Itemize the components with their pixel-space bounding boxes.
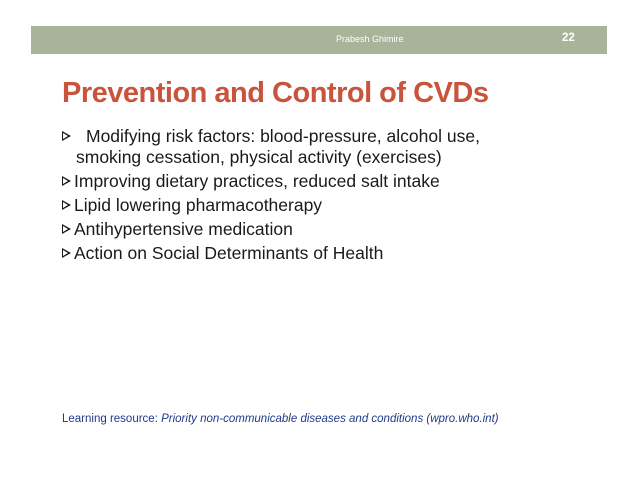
arrow-bullet-icon [62,248,71,258]
slide-number: 22 [562,32,575,44]
learning-resource [62,413,499,425]
slide-title: Prevention and Control of CVDs [62,77,489,109]
bullet-text: Modifying risk factors: blood-pressure, alcohol use, [86,126,480,146]
arrow-bullet-icon [62,176,71,186]
bullet-text: Antihypertensive medication [74,219,293,239]
bullet-text: Action on Social Determinants of Health [74,243,384,263]
resource-link[interactable]: Priority non-communicable diseases and conditions (wpro.who.int) [161,413,499,425]
arrow-bullet-icon [62,131,71,141]
bullet-item [62,195,582,216]
bullet-item [62,219,582,240]
header-band [31,26,607,54]
bullet-text: Improving dietary practices, reduced salt intake [74,171,440,191]
bullet-item [62,126,582,168]
arrow-bullet-icon [62,200,71,210]
bullet-continuation: smoking cessation, physical activity (exercises) [76,147,442,167]
presenter-name: Prabesh Ghimire [336,34,404,44]
bullet-item [62,243,582,264]
resource-label: Learning resource: [62,413,158,425]
arrow-bullet-icon [62,224,71,234]
bullet-text: Lipid lowering pharmacotherapy [74,195,323,215]
bullet-list [62,126,582,267]
bullet-item [62,171,582,192]
